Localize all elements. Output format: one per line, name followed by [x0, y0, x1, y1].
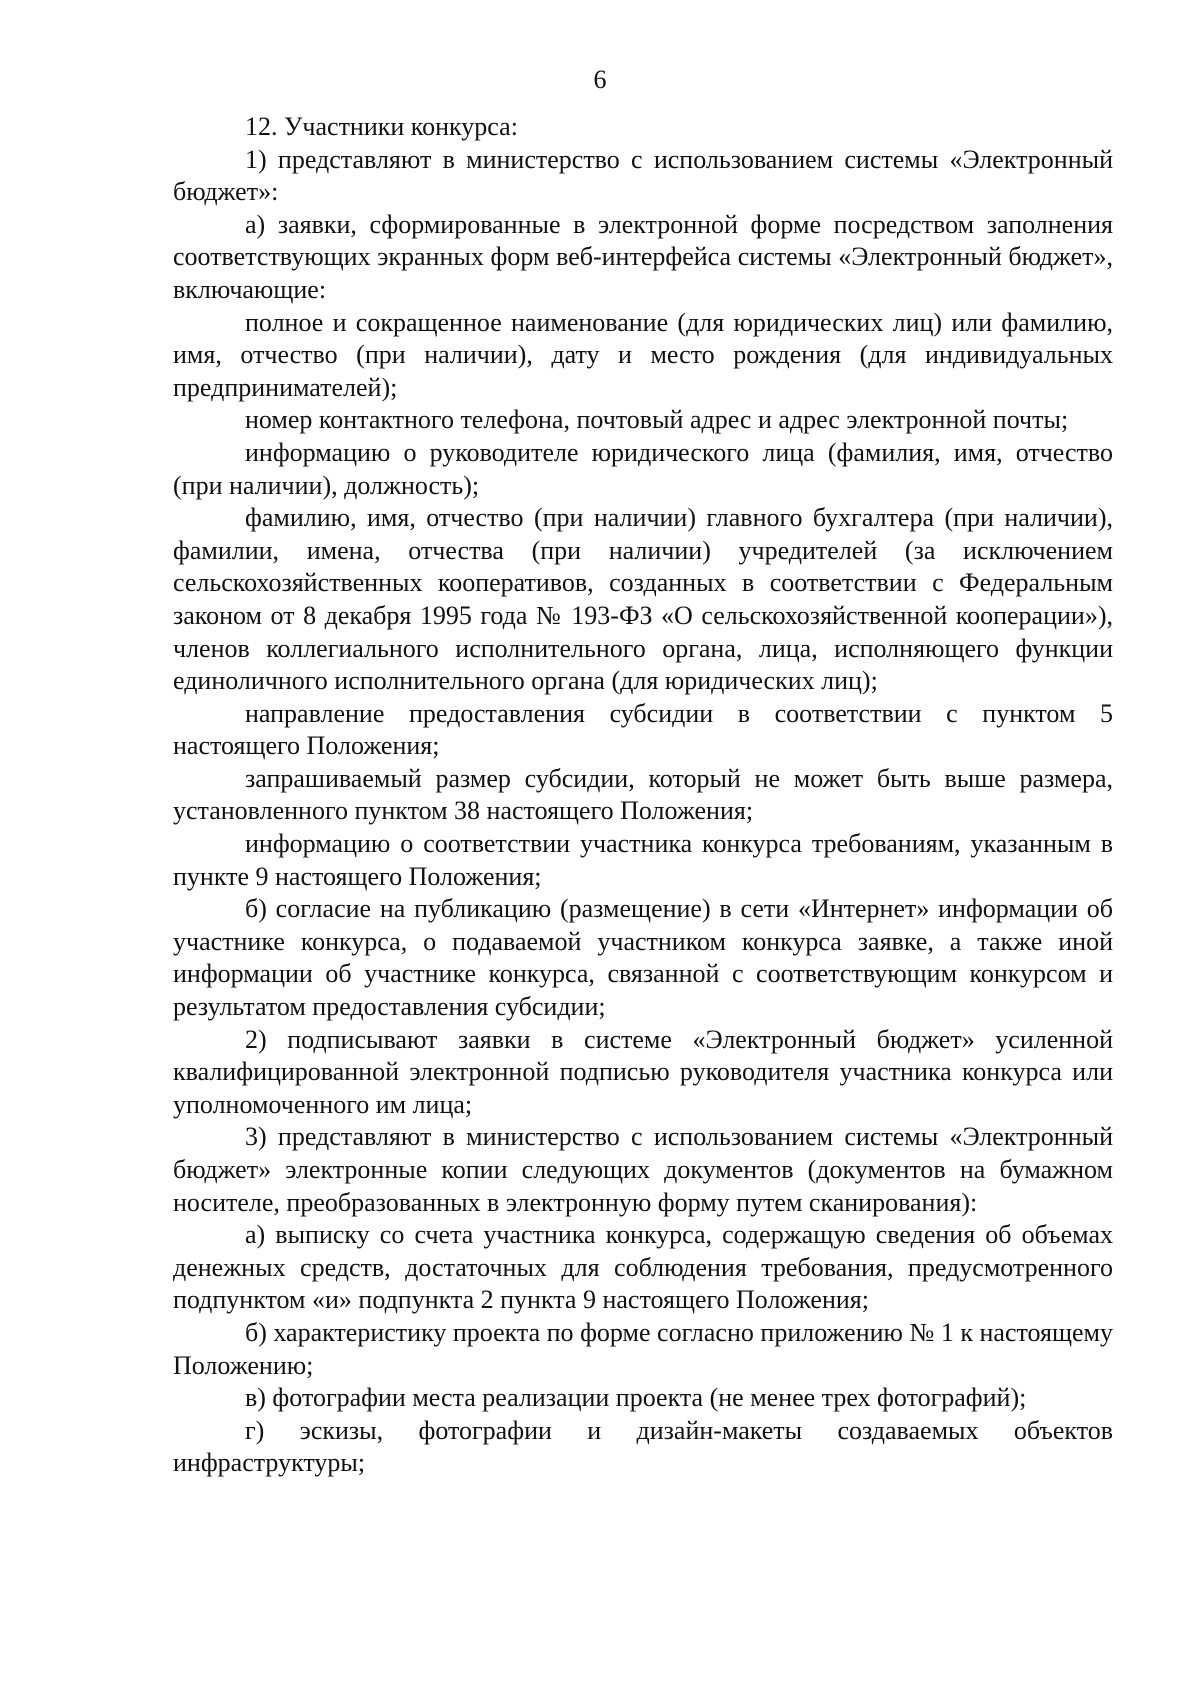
paragraph: номер контактного телефона, почтовый адрес и адрес электронной почты; [245, 405, 1069, 435]
paragraph: а) заявки, сформированные в электронной форме посредством заполнения соответствующих экранных форм веб-интерфейса системы «Электронный бюджет», включающие: [173, 209, 1113, 304]
paragraph: полное и сокращенное наименование (для юридических лиц) или фамилию, имя, отчество (при наличии), дату и место рождения (для индивидуальных предпринимателей); [173, 307, 1113, 402]
paragraph: г) эскизы, фотографии и дизайн-макеты создаваемых объектов инфраструктуры; [173, 1415, 1113, 1478]
paragraph: 3) представляют в министерство с использованием системы «Электронный бюджет» электронные копии следующих документов (документов на бумажном носителе, преобразованных в электронную форму путем сканирования): [173, 1122, 1113, 1217]
paragraph: информацию о руководителе юридического лица (фамилия, имя, отчество (при наличии), должность); [173, 437, 1113, 500]
paragraph: б) характеристику проекта по форме согласно приложению № 1 к настоящему Положению; [173, 1317, 1113, 1380]
paragraph: б) согласие на публикацию (размещение) в сети «Интернет» информации об участнике конкурса, о подаваемой участником конкурса заявке, а также иной информации об участнике конкурса, связанной с соответствующим конкурсом и результатом предоставления субсидии; [173, 894, 1113, 1022]
paragraph: 2) подписывают заявки в системе «Электронный бюджет» усиленной квалифицированной электронной подписью руководителя участника конкурса или уполномоченного им лица; [173, 1024, 1113, 1119]
paragraph: запрашиваемый размер субсидии, который не может быть выше размера, установленного пунктом 38 настоящего Положения; [173, 763, 1113, 826]
paragraph: в) фотографии места реализации проекта (не менее трех фотографий); [245, 1383, 1027, 1413]
paragraph: 1) представляют в министерство с использованием системы «Электронный бюджет»: [173, 144, 1113, 207]
document-body [173, 111, 1113, 1480]
paragraph: а) выписку со счета участника конкурса, содержащую сведения об объемах денежных средств, достаточных для соблюдения требования, предусмотренного подпунктом «и» подпункта 2 пункта 9 настоящего Положения; [173, 1220, 1113, 1315]
page-number: 6 [593, 65, 607, 94]
paragraph: фамилию, имя, отчество (при наличии) главного бухгалтера (при наличии), фамилии, имена, отчества (при наличии) учредителей (за исключением сельскохозяйственных кооперативов, созданных в соответствии с Федеральным законом от 8 декабря 1995 года № 193-ФЗ «О сельскохозяйственной кооперации»), членов коллегиального исполнительного органа, лица, исполняющего функции единоличного исполнительного органа (для юридических лиц); [173, 503, 1113, 696]
paragraph-heading: 12. Участники конкурса: [245, 112, 518, 141]
paragraph: направление предоставления субсидии в соответствии с пунктом 5 настоящего Положения; [173, 698, 1113, 761]
paragraph: информацию о соответствии участника конкурса требованиям, указанным в пункте 9 настоящего Положения; [173, 829, 1113, 891]
